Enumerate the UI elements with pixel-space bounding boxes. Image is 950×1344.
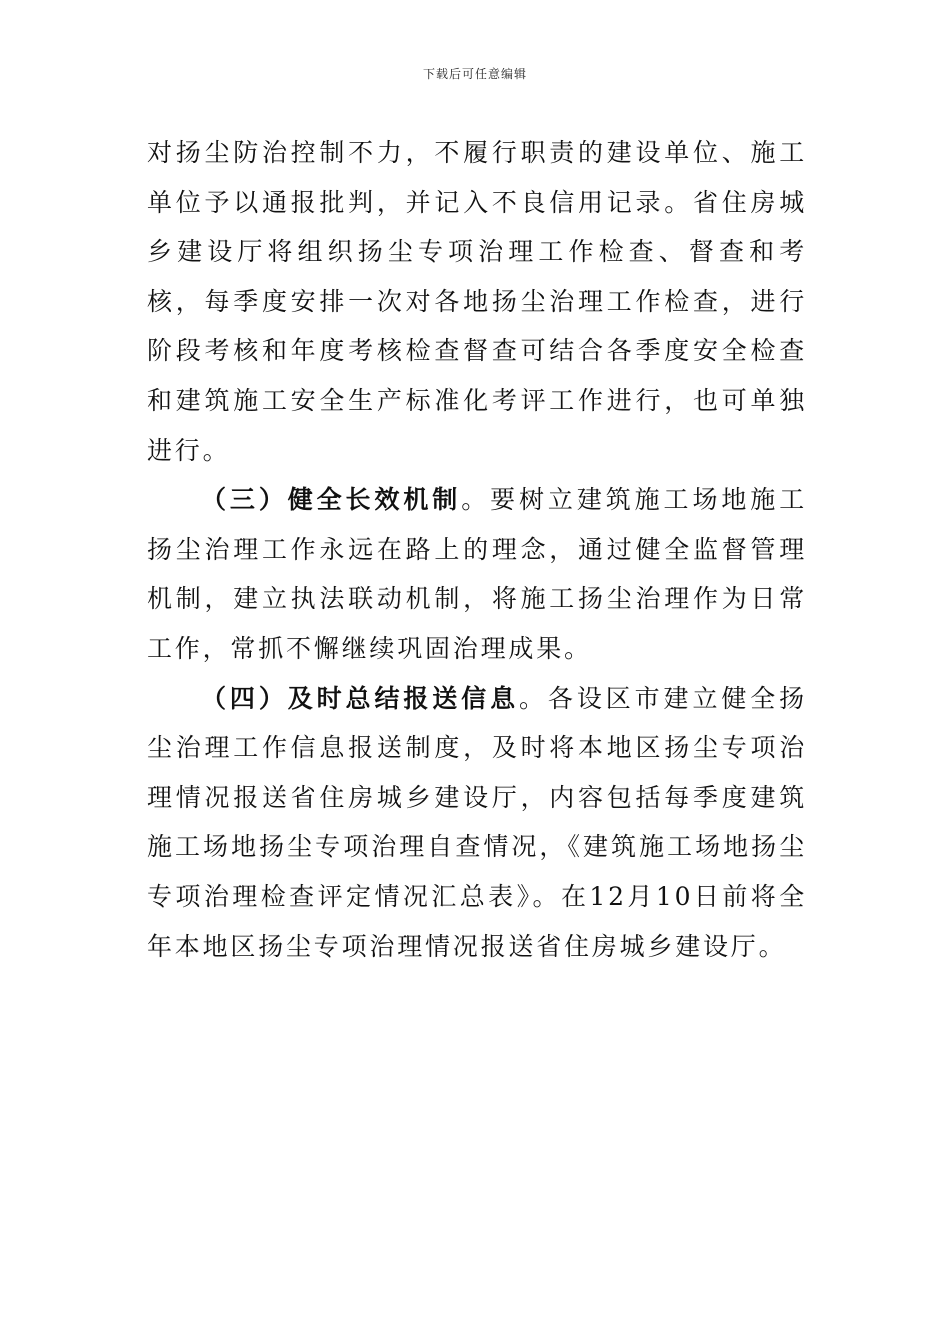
paragraph-2 (147, 475, 807, 673)
paragraph-3-heading: （四）及时总结报送信息 (201, 683, 519, 713)
page-header: 下载后可任意编辑 (422, 67, 527, 81)
paragraph-2-text: 。要树立建筑施工场地施工扬尘治理工作永远在路上的理念，通过健全监督管理机制，建立执法联动机制，将施工扬尘治理作为日常工作，常抓不懈继续巩固治理成果。 (147, 485, 807, 663)
document-body (147, 128, 807, 971)
paragraph-1 (147, 128, 807, 475)
paragraph-3 (147, 674, 807, 972)
paragraph-1-text: 对扬尘防治控制不力，不履行职责的建设单位、施工单位予以通报批判，并记入不良信用记录。省住房城乡建设厅将组织扬尘专项治理工作检查、督查和考核，每季度安排一次对各地扬尘治理工作检查，进行阶段考核和年度考核检查督查可结合各季度安全检查和建筑施工安全生产标准化考评工作进行，也可单独进行。 (147, 138, 807, 465)
paragraph-2-heading: （三）健全长效机制 (201, 485, 462, 515)
paragraph-3-text: 。各设区市建立健全扬尘治理工作信息报送制度，及时将本地区扬尘专项治理情况报送省住房城乡建设厅，内容包括每季度建筑施工场地扬尘专项治理自查情况，《建筑施工场地扬尘专项治理检查评定情况汇总表》。在12月10日前将全年本地区扬尘专项治理情况报送省住房城乡建设厅。 (147, 683, 807, 961)
